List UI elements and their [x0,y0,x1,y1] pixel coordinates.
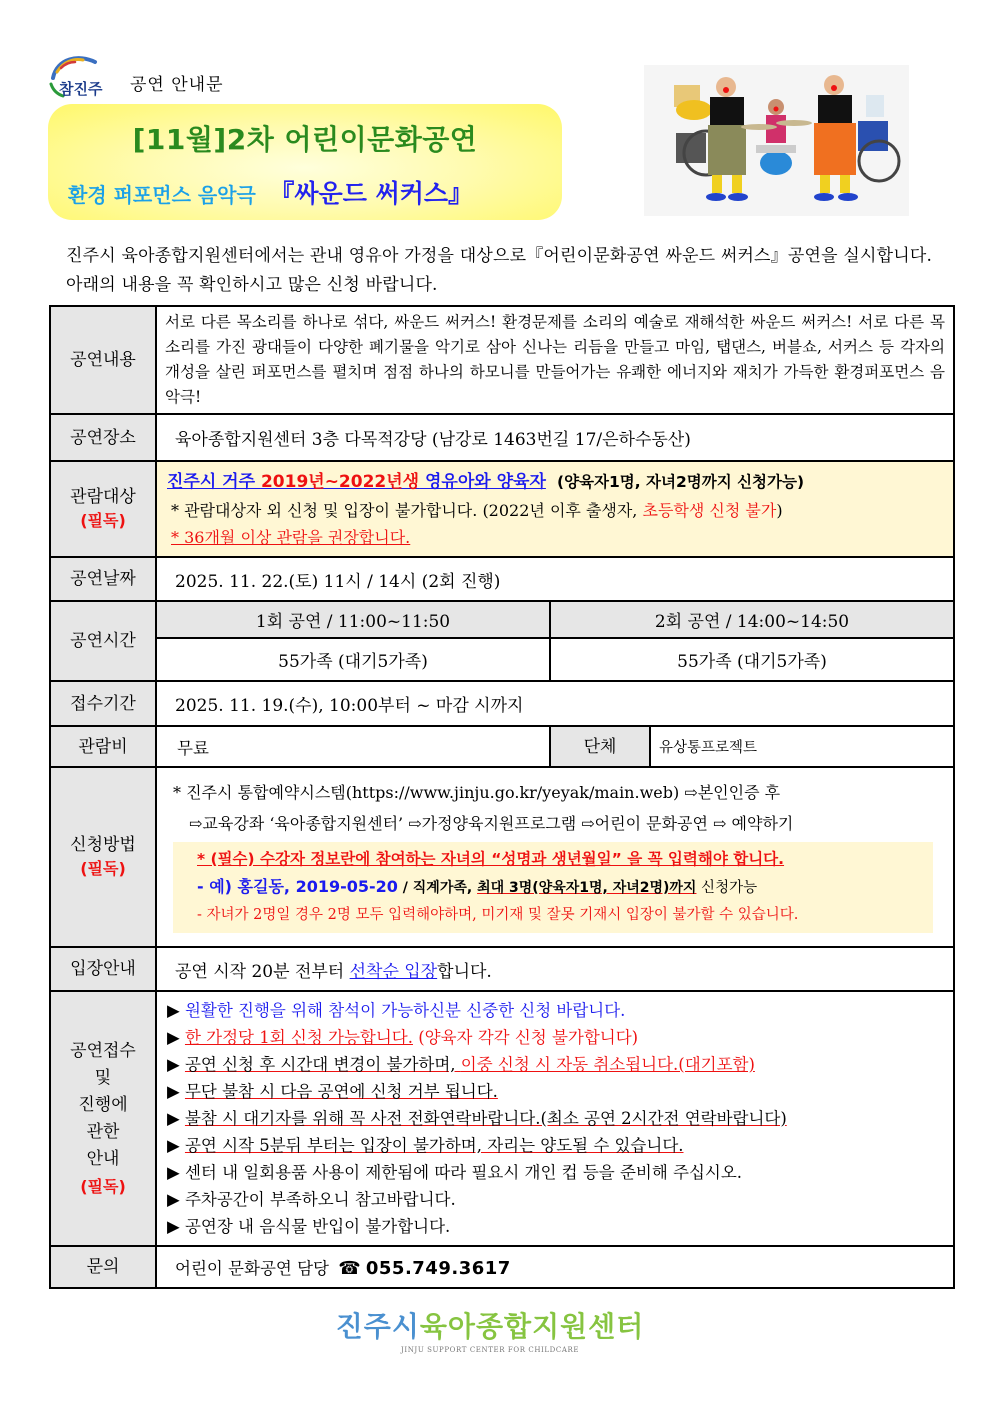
audience-line-2: * 관람대상자 외 신청 및 입장이 불가합니다. (2022년 이후 출생자, 초등학생 신청 불가) [171,501,783,520]
session-1-title: 1회 공연 / 11:00~11:50 [156,601,550,638]
label-venue: 공연장소 [50,414,156,461]
audience-city: 진주시 거주 [167,472,261,492]
label-content: 공연내용 [50,306,156,414]
label-contact: 문의 [50,1246,156,1288]
label-time: 공연시간 [50,601,156,681]
label-apply [50,767,156,947]
guide-item: ▶ 무단 불참 시 다음 공연에 신청 거부 됩니다. [167,1082,498,1101]
apply-warning: - 자녀가 2명일 경우 2명 모두 입력해야하며, 미기재 및 잘못 기재시 입장이 불가할 수 있습니다. [197,907,799,923]
guide-item: ▶ 불참 시 대기자를 위해 꼭 사전 전화연락바랍니다.(최소 공연 2시간전 연락바랍니다) [167,1109,787,1128]
venue-value: 육아종합지원센터 3층 다목적강당 (남강로 1463번길 17/은하수동산) [175,430,691,450]
center-logo-city: 진주시 [335,1310,420,1343]
row-venue [50,414,954,461]
phone-number[interactable]: 055.749.3617 [365,1258,511,1279]
triangle-bullet-icon: ▶ [167,1163,180,1182]
elementary-not-allowed: 초등학생 신청 불가 [642,501,777,520]
session-2-capacity: 55가족 (대기5가족) [550,638,954,681]
audience-who: 영유아와 양육자 [419,472,546,492]
session-2-title: 2회 공연 / 14:00~14:50 [550,601,954,638]
group-value: 유상통프로젝트 [659,740,758,756]
apply-required-note: * (필수) 수강자 정보란에 참여하는 자녀의 “성명과 생년월일” 을 꼭 입력해야 합니다. [197,850,785,868]
row-content [50,306,954,414]
first-come-entry: 선착순 입장 [349,961,438,982]
guide-item: ▶ 공연 시작 5분뒤 부터는 입장이 불가하며, 자리는 양도될 수 있습니다. [167,1136,684,1155]
audience-limit: (양육자1명, 자녀2명까지 신청가능) [556,473,805,491]
triangle-bullet-icon: ▶ [167,1217,180,1236]
performers-photo [644,65,909,216]
apply-step-1: * 진주시 통합예약시스템(https://www.jinju.go.kr/yeyak/main.web) ⇨본인인증 후 [173,783,781,802]
row-entry [50,947,954,991]
age-recommendation: * 36개월 이상 관람을 권장합니다. [171,528,411,547]
apply-example: - 예) 홍길동, 2019-05-20 / 직계가족, 최대 3명(양육자1명, 자녀2명)까지 신청가능 [197,877,758,896]
date-value: 2025. 11. 22.(토) 11시 / 14시 (2회 진행) [175,571,501,592]
guide-item: ▶ 센터 내 일회용품 사용이 제한됨에 따라 필요시 개인 컵 등을 준비해 주십시오. [167,1163,743,1182]
label-guide: 공연접수 및 진행에 관한 안내 (필독) [50,991,156,1246]
phone-icon: ☎ [338,1258,361,1279]
label-date: 공연날짜 [50,557,156,601]
triangle-bullet-icon: ▶ [167,1190,180,1209]
row-audience [50,461,954,557]
notice-label: 공연 안내문 [130,75,224,95]
triangle-bullet-icon: ▶ [167,1028,180,1047]
triangle-bullet-icon: ▶ [167,1082,180,1101]
label-fee: 관람비 [50,726,156,767]
row-registration [50,681,954,726]
must-read-badge: (필독) [80,859,126,878]
center-logo-name: 육아종합지원센터 [419,1310,645,1343]
fee-value: 무료 [177,738,209,758]
city-logo-icon [47,52,119,98]
row-time-capacity [50,638,954,681]
center-logo [305,1305,675,1353]
triangle-bullet-icon: ▶ [167,1055,180,1074]
city-logo [47,52,119,98]
contact-value [157,1253,953,1281]
triangle-bullet-icon: ▶ [167,1001,180,1020]
row-date [50,557,954,601]
title-sub-name: 『싸운드 써커스』 [269,179,473,208]
guide-item: ▶ 한 가정당 1회 신청 가능합니다. (양육자 각각 신청 불가합니다) [167,1028,639,1047]
audience-line-3 [167,525,943,551]
title-banner [48,104,562,220]
label-apply-text: 신청방법 [70,835,136,855]
intro-paragraph: 진주시 육아종합지원센터에서는 관내 영유아 가정을 대상으로『어린이문화공연 싸운드 써커스』공연을 실시합니다. 아래의 내용을 꼭 확인하시고 많은 신청 바랍니다. [66,246,933,295]
audience-line-1 [167,467,943,497]
center-logo-english: JINJU SUPPORT CENTER FOR CHILDCARE [400,1346,580,1354]
content-description: 서로 다른 목소리를 하나로 섞다, 싸운드 써커스! 환경문제를 소리의 예술로 재해석한 싸운드 써커스! 서로 다른 목소리를 가진 광대들이 다양한 폐기물을 악기로 삼아 신나는 리듬을 만들고 마임, 탭댄스, 버블쇼, 서커스 등 각자의 개성을 살린 퍼포먼스를 펼치며 점점 하나의 하모니를 만들어가는 유쾌한 에너지와 재치가 가득한 환경퍼포먼스 음악극! [165,313,946,406]
label-audience-text: 관람대상 [70,487,136,507]
label-group: 단체 [550,726,650,767]
guide-item: ▶ 공연 신청 후 시간대 변경이 불가하며, 이중 신청 시 자동 취소됩니다.(대기포함) [167,1055,755,1074]
row-time-sessions [50,601,954,638]
row-fee [50,726,954,767]
session-1-capacity: 55가족 (대기5가족) [156,638,550,681]
registration-value: 2025. 11. 19.(수), 10:00부터 ~ 마감 시까지 [175,696,524,716]
row-guide [50,991,954,1246]
apply-step-2: ⇨교육강좌 ‘육아종합지원센터’ ⇨가정양육지원프로그램 ⇨어린이 문화공연 ⇨ 예약하기 [189,814,794,833]
info-table [49,305,955,1289]
guide-list [157,995,953,1242]
row-contact [50,1246,954,1288]
guide-item: ▶ 주차공간이 부족하오니 참고바랍니다. [167,1190,456,1209]
row-apply [50,767,954,947]
must-read-badge: (필독) [80,511,126,530]
label-audience [50,461,156,557]
triangle-bullet-icon: ▶ [167,1136,180,1155]
svg-text:참진주: 참진주 [59,80,103,98]
must-read-badge: (필독) [80,1176,126,1196]
audience-birth-years: 2019년~2022년생 [260,472,420,492]
triangle-bullet-icon: ▶ [167,1109,180,1128]
label-entry: 입장안내 [50,947,156,991]
clown-performers-image [644,65,909,216]
guide-item: ▶ 원활한 진행을 위해 참석이 가능하신분 신중한 신청 바랍니다. [167,1001,626,1020]
entry-value: 공연 시작 20분 전부터 선착순 입장합니다. [175,961,492,982]
title-sub [68,174,473,210]
contact-person: 어린이 문화공연 담당 [175,1259,329,1278]
title-sub-prefix: 환경 퍼포먼스 음악극 [68,183,256,207]
apply-required-box [173,842,933,933]
title-main: [11월]2차 어린이문화공연 [132,123,478,156]
label-registration: 접수기간 [50,681,156,726]
guide-item: ▶ 공연장 내 음식물 반입이 불가합니다. [167,1217,451,1236]
